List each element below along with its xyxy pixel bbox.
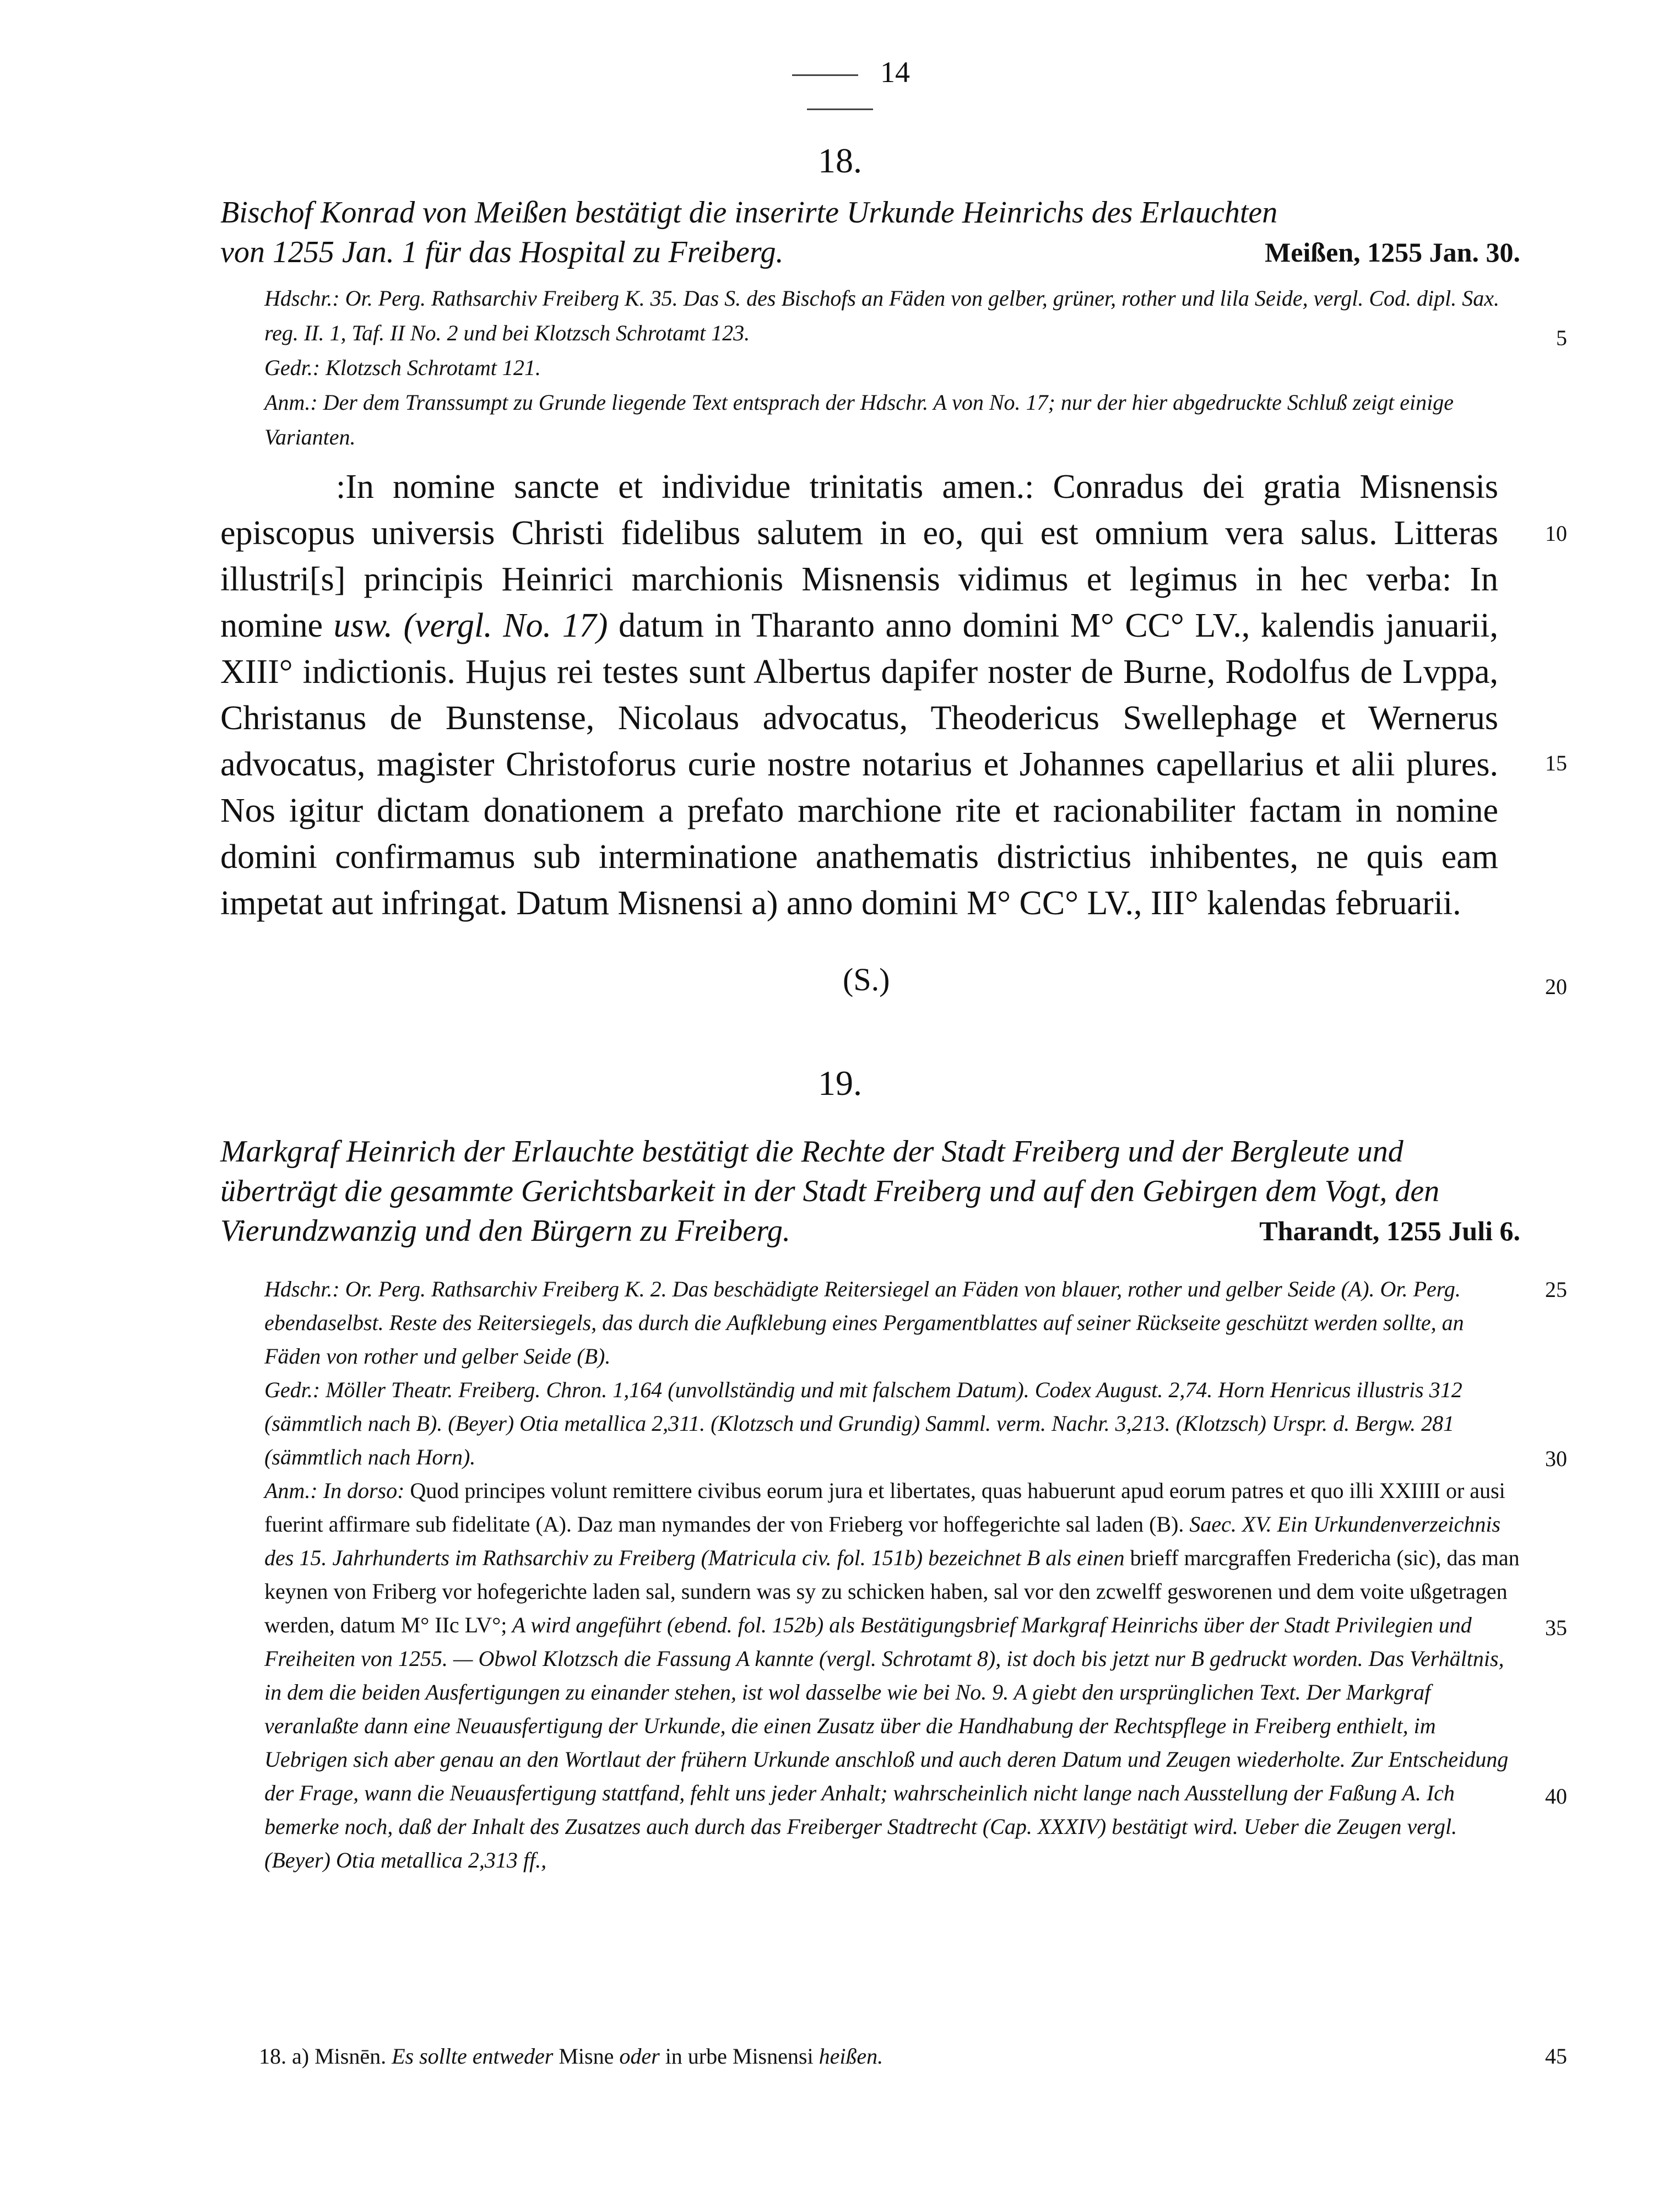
note-label: Anm.: [264, 1478, 318, 1503]
note-text-b: A wird angeführt (ebend. fol. 152b) als Bestätigungsbrief Markgraf Heinrichs über der Stadt Privilegien und Freiheiten von 1255. — Obwol Klotzsch die Fassung A kannte (vergl. Schrotamt 8), ist doch bis jetzt nur B gedruckt worden. Das Verhältnis, in dem die beiden Ausfertigungen zu einander stehen, ist wol dasselbe wie bei No. 9. A giebt den ursprünglichen Text. Der Markgraf veranlaßte dann eine Neuausfertigung der Urkunde, die einen Zusatz über die Handhabung der Rechtspflege in Freiberg enthielt, im Uebrigen sich aber genau an den Wortlaut der frühern Urkunde anschloß und auch deren Datum und Zeugen wiederholte. Zur Entscheidung der Frage, wann die Neuausfertigung stattfand, fehlt uns jeder Anhalt; wahrscheinlich nicht lange nach Ausstellung der Faßung A. Ich bemerke noch, daß der Inhalt des Zusatzes auch durch das Freiberger Stadtrecht (Cap. XXXIV) bestätigt wird. Ueber die Zeugen vergl. (Beyer) Otia metallica 2,313 ff., [264, 1613, 1509, 1873]
doc19-regest-text: Markgraf Heinrich der Erlauchte bestätigt die Rechte der Stadt Freiberg und der Bergleute und überträgt die gesammte Gerichtsbarkeit in der Stadt Freiberg und auf den Gebirgen dem Vogt, den Vierundzwanzig und den Bürgern zu Freiberg. [220, 1135, 1440, 1248]
doc19-place-date: Tharandt, 1255 Juli 6. [1259, 1215, 1520, 1246]
page-number: 14 [880, 56, 910, 89]
doc18-text-a: :In nomine sancte et individue trinitatis amen.: Conradus dei gratia Misnensis episcopus universis Christi fidelibus salutem in eo, qui est omnium vera salus. Litteras illustri[s] principis Heinrici marchionis Misnensis vidimus et legimus in hec verba: In nomine [220, 468, 1498, 644]
doc18-text-usw: usw. (vergl. No. 17) [333, 607, 608, 644]
page-header [716, 55, 964, 123]
note-label: Hdschr.: [264, 286, 340, 311]
header-rule-right [807, 108, 873, 110]
doc18-regest-text: Bischof Konrad von Meißen bestätigt die inserirte Urkunde Heinrichs des Erlauchten von 1255 Jan. 1 für das Hospital zu Freiberg. [220, 196, 1278, 269]
note-text: Klotzsch Schrotamt 121. [326, 355, 541, 380]
doc18-regest [220, 193, 1520, 272]
doc18-note-hdschr [264, 281, 1520, 350]
note-german: brieff marcgraffen Fredericha (sic), das man keynen von Friberg vor hofegerichte laden sal, sundern was sy zu schicken haben, sal vor den zcwelff gesworenen und dem voite ußgetragen werden, datum M° IIc LV°; [264, 1545, 1520, 1637]
note-text-a: Saec. XV. Ein Urkundenverzeichnis des 15. Jahrhunderts im Rathsarchiv zu Freiberg (Matricula civ. fol. 151b) bezeichnet B als einen [264, 1512, 1501, 1570]
doc18-main-text [220, 464, 1498, 926]
footnote-text-e: heißen. [819, 2044, 884, 2069]
doc19-note-gedr [264, 1373, 1520, 1474]
line-number: 20 [1545, 974, 1567, 999]
doc18-number: 18. [818, 141, 862, 180]
doc19-note-anm [264, 1474, 1520, 1877]
footnote-text-b: Misne [553, 2044, 620, 2069]
note-label: Anm.: [264, 390, 318, 415]
note-label: Hdschr.: [264, 1277, 340, 1301]
line-number: 25 [1545, 1277, 1567, 1302]
doc18-place-date: Meißen, 1255 Jan. 30. [1265, 237, 1520, 268]
header-rule-left [792, 74, 858, 76]
line-number: 10 [1545, 521, 1567, 546]
line-number: 35 [1545, 1615, 1567, 1640]
note-text: Or. Perg. Rathsarchiv Freiberg K. 2. Das beschädigte Reitersiegel an Fäden von blauer, rother und gelber Seide (A). Or. Perg. ebendaselbst. Reste des Reitersiegels, das durch die Aufklebung eines Pergamentblattes auf seiner Rückseite geschützt werden sollte, an Fäden von rother und gelber Seide (B). [264, 1277, 1464, 1369]
note-text: Or. Perg. Rathsarchiv Freiberg K. 35. Das S. des Bischofs an Fäden von gelber, grüner, rother und lila Seide, vergl. Cod. dipl. Sax. reg. II. 1, Taf. II No. 2 und bei Klotzsch Schrotamt 123. [264, 286, 1499, 345]
doc19-note-hdschr [264, 1272, 1520, 1373]
note-text: Möller Theatr. Freiberg. Chron. 1,164 (unvollständig und mit falschem Datum). Codex August. 2,74. Horn Henricus illustris 312 (sämmtlich nach B). (Beyer) Otia metallica 2,311. (Klotzsch und Grundig) Samml. verm. Nachr. 3,213. (Klotzsch) Urspr. d. Bergw. 281 (sämmtlich nach Horn). [264, 1377, 1462, 1469]
line-number: 45 [1545, 2044, 1567, 2069]
footnote-ref: 18. a) [259, 2044, 310, 2069]
doc18-note-anm [264, 385, 1520, 454]
footnote-text-d: in urbe Misnensi [659, 2044, 819, 2069]
note-text: Der dem Transsumpt zu Grunde liegende Text entsprach der Hdschr. A von No. 17; nur der hier abgedruckte Schluß zeigt einige Varianten. [264, 390, 1454, 449]
doc19-number: 19. [818, 1063, 862, 1103]
footnote [259, 2043, 1515, 2069]
line-number: 30 [1545, 1446, 1567, 1471]
footnote-text-c: oder [619, 2044, 660, 2069]
footnote-word: Misnēn. [315, 2044, 387, 2069]
note-label: Gedr.: [264, 1377, 321, 1402]
doc18-notes [264, 281, 1520, 454]
doc18-text-b: datum in Tharanto anno domini M° CC° LV., kalendis januarii, XIII° indictionis. Hujus rei testes sunt Albertus dapifer noster de Burne, Rodolfus de Lvppa, Christanus de Bunstense, Nicolaus advocatus, Theodericus Swellephage et Wernerus advocatus, magister Christoforus curie nostre notarius et Johannes capellarius et alii plures. Nos igitur dictam donationem a prefato marchione rite et racionabiliter factam in nomine domini confirmamus sub interminatione anathematis districtius inhibentes, ne quis eam impetat aut infringat. Datum Misnensi a) anno domini M° CC° LV., III° kalendas februarii. [220, 607, 1498, 922]
line-number: 5 [1556, 325, 1567, 350]
doc19-notes [264, 1272, 1520, 1877]
line-number: 15 [1545, 751, 1567, 775]
note-latin: Quod principes volunt remittere civibus eorum jura et libertates, quas habuerunt apud eorum patres et quo illi XXIIII or ausi fuerint affirmare sub fidelitate (A). Daz man nymandes der von Frieberg vor hoffegerichte sal laden (B). [264, 1478, 1505, 1537]
doc18-note-gedr [264, 350, 1520, 385]
doc18-seal: (S.) [843, 962, 890, 997]
footnote-text-a: Es sollte entweder [386, 2044, 554, 2069]
doc19-regest [220, 1132, 1520, 1251]
note-in-dorso: In dorso: [323, 1478, 405, 1503]
note-label: Gedr.: [264, 355, 321, 380]
line-number: 40 [1545, 1784, 1567, 1809]
